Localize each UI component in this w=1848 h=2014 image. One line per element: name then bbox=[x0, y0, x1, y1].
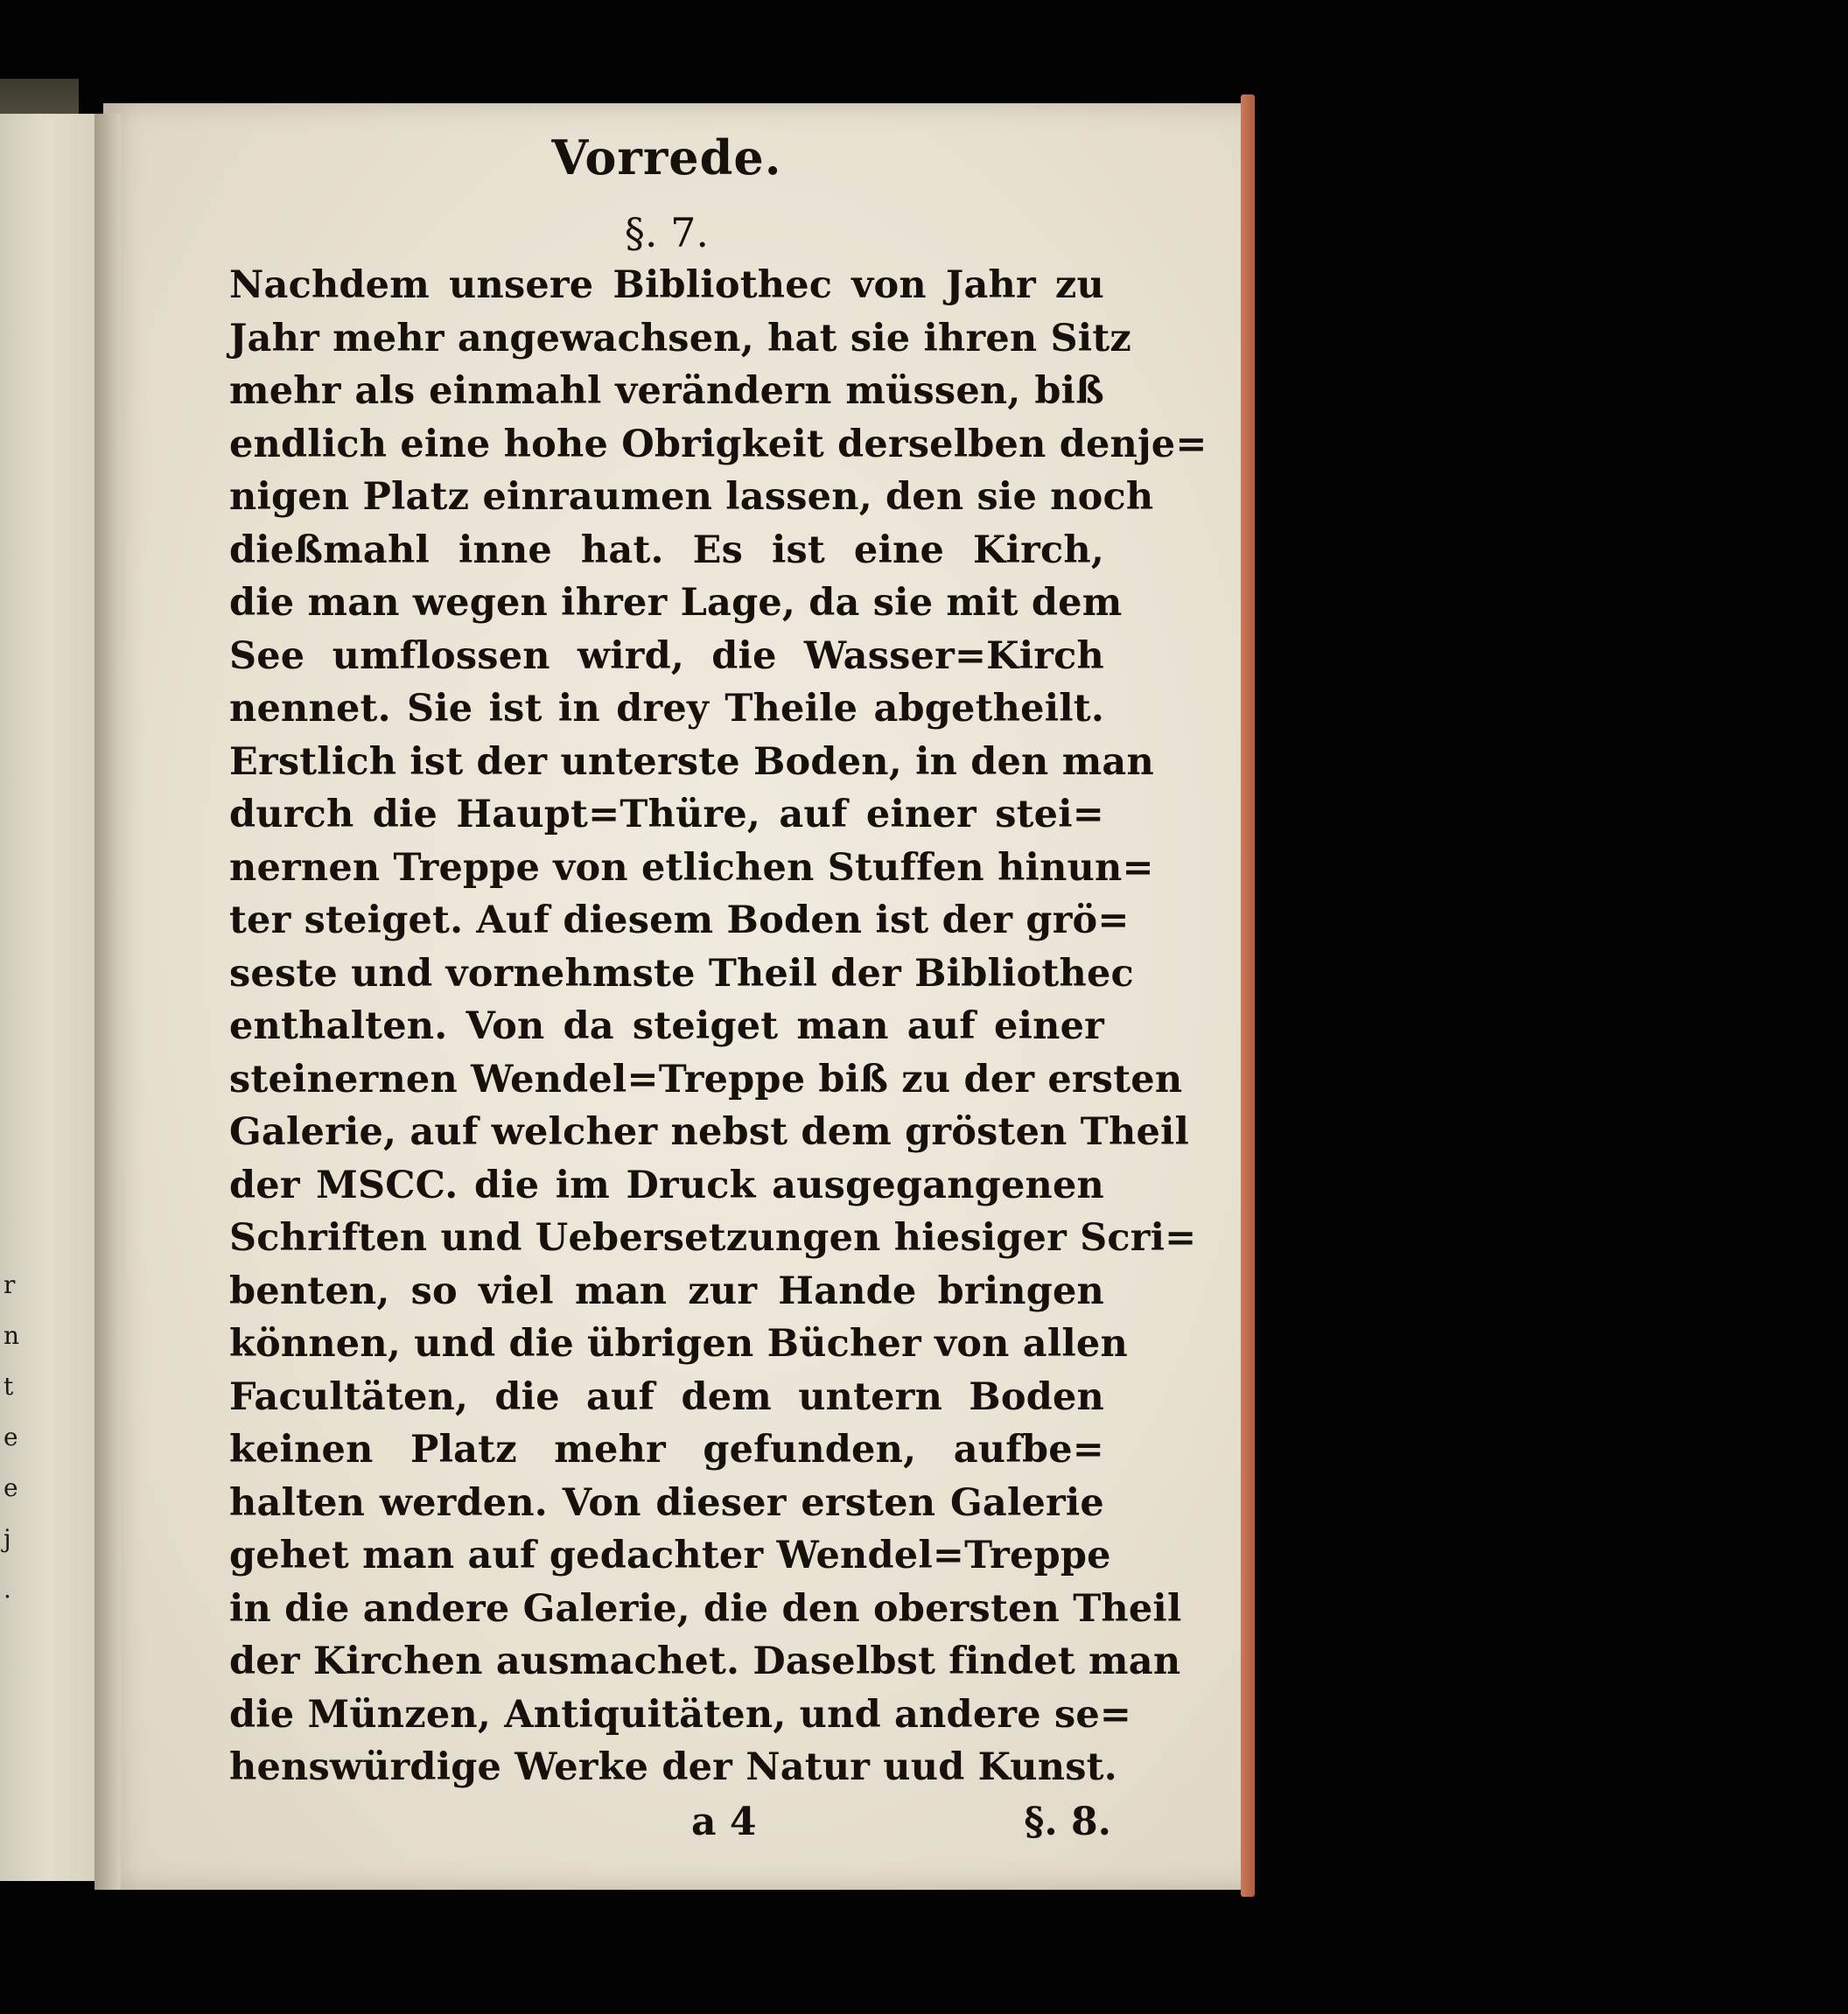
text-line: die man wegen ihrer Lage, da sie mit dem bbox=[229, 581, 1123, 625]
text-line: ter steiget. Auf diesem Boden ist der grö= bbox=[229, 899, 1130, 942]
body-text bbox=[229, 259, 1208, 1794]
text-line: in die andere Galerie, die den obersten Theil bbox=[229, 1586, 1182, 1631]
page-gutter bbox=[94, 114, 121, 1890]
text-line: halten werden. Von dieser ersten Galerie bbox=[229, 1480, 1104, 1525]
text-line: die Münzen, Antiquitäten, und andere se= bbox=[229, 1692, 1132, 1737]
text-line: See umflossen wird, die Wasser=Kirch bbox=[229, 633, 1104, 678]
text-line: enthalten. Von da steiget man auf einer bbox=[229, 1004, 1104, 1048]
text-line: der MSCC. die im Druck ausgegangenen bbox=[229, 1163, 1104, 1207]
fragment-letter: n bbox=[4, 1321, 20, 1350]
catchword: §. 8. bbox=[1024, 1799, 1111, 1844]
text-line: Facultäten, die auf dem untern Boden bbox=[229, 1374, 1104, 1419]
fragment-letter: r bbox=[4, 1270, 16, 1299]
text-line: benten, so viel man zur Hande bringen bbox=[229, 1269, 1104, 1313]
text-line: dießmahl inne hat. Es ist eine Kirch, bbox=[229, 528, 1104, 572]
page-footer bbox=[229, 1799, 1111, 1852]
text-line: keinen Platz mehr gefunden, aufbe= bbox=[229, 1428, 1104, 1472]
text-line: Nachdem unsere Bibliothec von Jahr zu bbox=[229, 263, 1104, 307]
section-heading: §. 7. bbox=[624, 209, 710, 256]
text-line: Schriften und Uebersetzungen hiesiger Scri= bbox=[229, 1216, 1197, 1260]
fragment-letter: . bbox=[4, 1575, 11, 1604]
text-line: der Kirchen ausmachet. Daselbst findet man bbox=[229, 1640, 1181, 1683]
text-line: gehet man auf gedachter Wendel=Treppe bbox=[229, 1534, 1111, 1577]
text-line: endlich eine hohe Obrigkeit derselben denje= bbox=[229, 422, 1208, 466]
page-edge-red bbox=[1241, 94, 1255, 1897]
text-line: nigen Platz einraumen lassen, den sie noch bbox=[229, 475, 1154, 519]
text-line: nernen Treppe von etlichen Stuffen hinun= bbox=[229, 845, 1154, 890]
signature-mark: a 4 bbox=[691, 1799, 757, 1844]
text-line: henswürdige Werke der Natur uud Kunst. bbox=[229, 1745, 1117, 1789]
text-line: durch die Haupt=Thüre, auf einer stei= bbox=[229, 793, 1104, 836]
text-line: steinernen Wendel=Treppe biß zu der ersten bbox=[229, 1057, 1183, 1101]
previous-page-letter-fragments bbox=[4, 1260, 19, 1802]
text-line: seste und vornehmste Theil der Bibliothec bbox=[229, 951, 1134, 996]
running-head: Vorrede. bbox=[551, 129, 782, 185]
fragment-letter: t bbox=[4, 1372, 14, 1401]
text-line: nennet. Sie ist in drey Theile abgetheilt. bbox=[229, 687, 1104, 731]
text-line: können, und die übrigen Bücher von allen bbox=[229, 1322, 1128, 1366]
text-line: Galerie, auf welcher nebst dem grösten Theil bbox=[229, 1110, 1190, 1154]
page-text-block bbox=[229, 129, 1208, 1852]
fragment-letter: j bbox=[4, 1524, 11, 1553]
text-line: mehr als einmahl verändern müssen, biß bbox=[229, 369, 1104, 413]
text-line: Erstlich ist der unterste Boden, in den man bbox=[229, 739, 1154, 784]
fragment-letter: e bbox=[4, 1473, 18, 1502]
text-line: Jahr mehr angewachsen, hat sie ihren Sitz bbox=[229, 316, 1132, 360]
fragment-letter: e bbox=[4, 1423, 18, 1451]
